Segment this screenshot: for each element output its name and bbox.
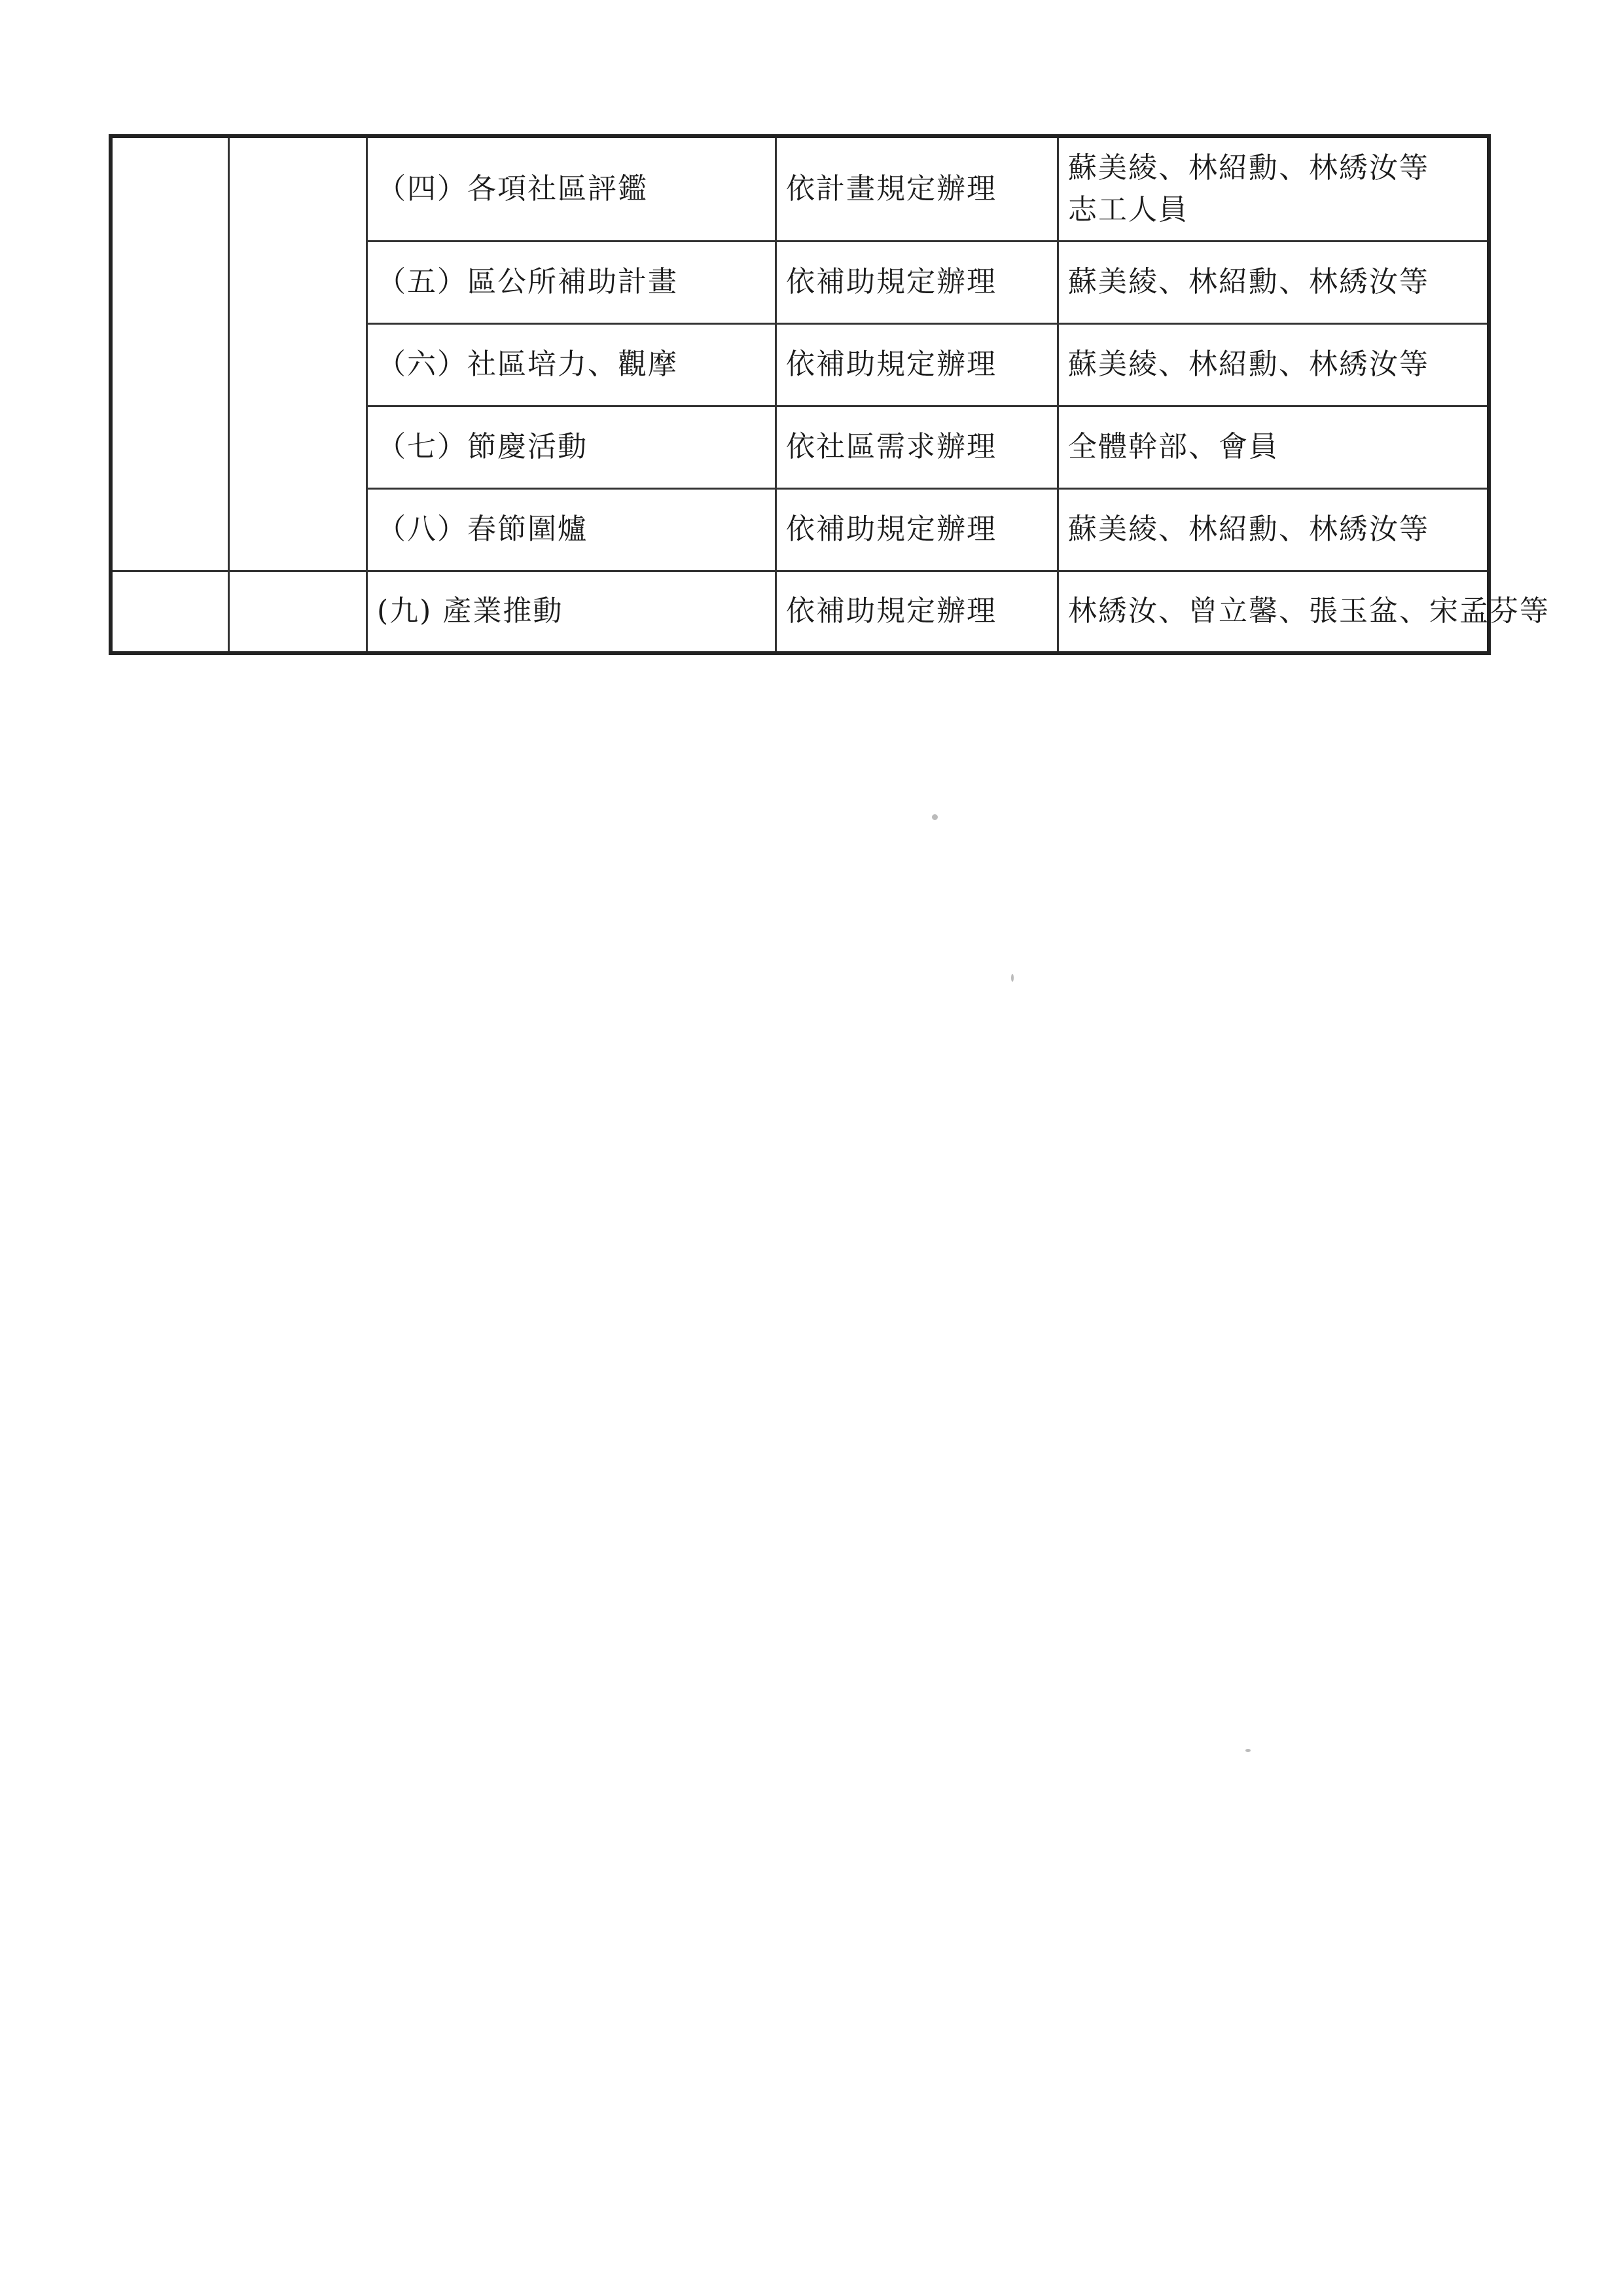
item-text: （五）區公所補助計畫: [377, 265, 678, 299]
person-text-line-2: 志工人員: [1068, 192, 1188, 226]
method-cell: [776, 571, 1058, 653]
item-cell: [367, 241, 776, 323]
method-cell: [776, 241, 1058, 323]
method-text: 依補助規定辦理: [786, 265, 997, 299]
item-text: （六）社區培力、觀摩: [377, 348, 678, 382]
person-text-line-1: 蘇美綾、林紹勳、林綉汝等: [1068, 151, 1429, 185]
method-text: 依計畫規定辦理: [786, 171, 997, 206]
person-text: 蘇美綾、林紹勳、林綉汝等: [1068, 512, 1429, 547]
method-cell: [776, 406, 1058, 488]
blank-subcategory-cell: [229, 571, 367, 653]
item-text: (九) 產業推動: [377, 594, 563, 628]
blank-category-cell: [111, 136, 229, 571]
method-text: 依補助規定辦理: [786, 348, 997, 382]
item-cell: [367, 571, 776, 653]
scan-speck: [932, 814, 938, 820]
person-cell: [1058, 323, 1489, 406]
method-cell: [776, 488, 1058, 571]
method-text: 依補助規定辦理: [786, 512, 997, 547]
method-cell: [776, 323, 1058, 406]
person-cell: [1058, 136, 1489, 241]
person-text: 林綉汝、曾立馨、張玉盆、宋孟芬等: [1068, 594, 1550, 628]
item-cell: [367, 406, 776, 488]
person-cell: [1058, 406, 1489, 488]
item-text: （七）節慶活動: [377, 430, 588, 464]
table-row: [111, 136, 1489, 241]
item-cell: [367, 323, 776, 406]
person-text: 全體幹部、會員: [1068, 430, 1279, 464]
item-cell: [367, 488, 776, 571]
scan-speck: [1245, 1749, 1251, 1752]
method-text: 依社區需求辦理: [786, 430, 997, 464]
blank-category-cell: [111, 571, 229, 653]
person-cell: [1058, 241, 1489, 323]
table-row: [111, 571, 1489, 653]
item-cell: [367, 136, 776, 241]
method-cell: [776, 136, 1058, 241]
item-text: （四）各項社區評鑑: [377, 171, 648, 206]
blank-subcategory-cell: [229, 136, 367, 571]
person-text: 蘇美綾、林紹勳、林綉汝等: [1068, 348, 1429, 382]
activity-schedule-table: [109, 134, 1550, 655]
person-text: 蘇美綾、林紹勳、林綉汝等: [1068, 265, 1429, 299]
item-text: （八）春節圍爐: [377, 512, 588, 547]
person-cell: [1058, 571, 1550, 653]
person-cell: [1058, 488, 1489, 571]
scan-speck: [1011, 974, 1014, 982]
method-text: 依補助規定辦理: [786, 594, 997, 628]
